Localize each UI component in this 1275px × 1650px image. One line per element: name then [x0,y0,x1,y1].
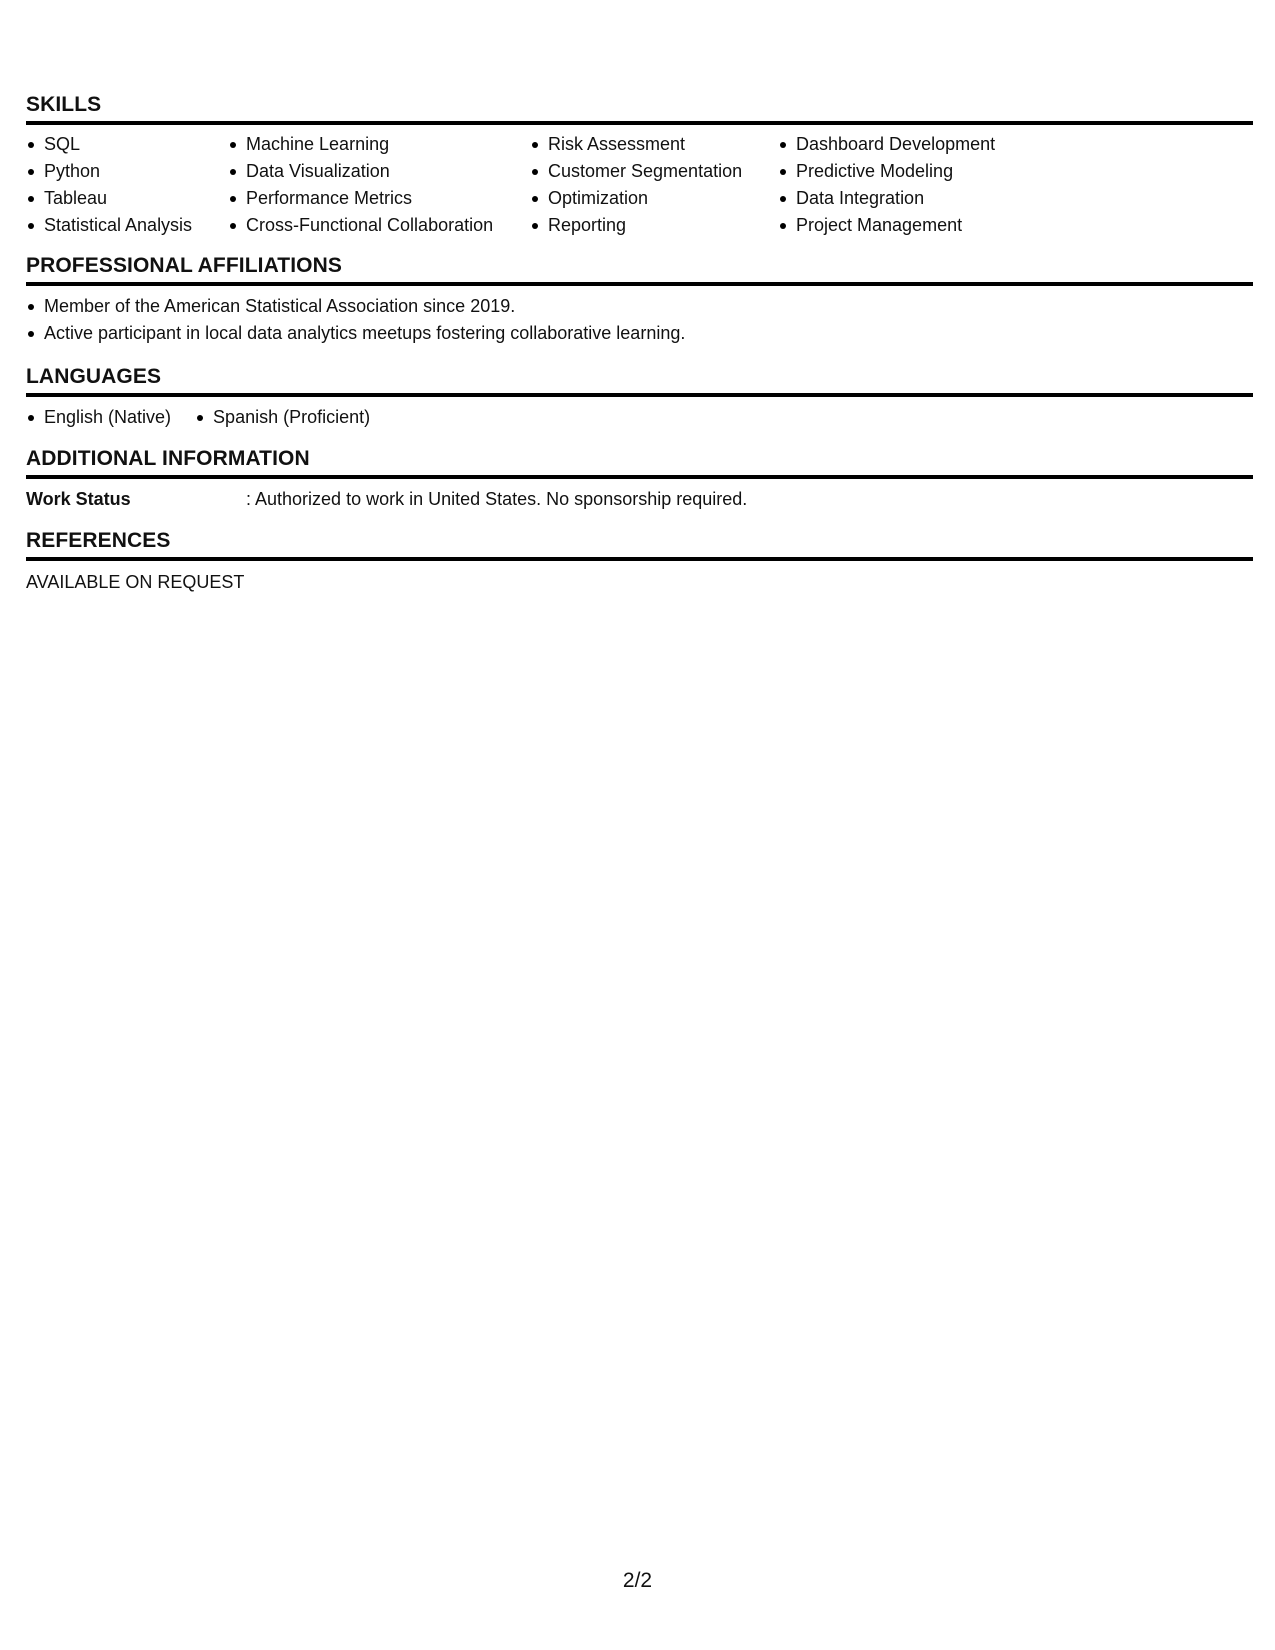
skill-item: Customer Segmentation [530,158,778,185]
additional-info-section [26,446,1253,512]
info-value: : Authorized to work in United States. No sponsorship required. [246,489,748,509]
skills-grid [26,131,1253,239]
affiliations-section [26,253,1253,347]
language-item: Spanish (Proficient) [195,404,370,431]
section-title-languages: LANGUAGES [26,364,1253,397]
resume-page [26,92,1253,595]
languages-list [26,404,1253,431]
skill-item: Machine Learning [228,131,530,158]
info-row-work-status [26,486,1253,512]
languages-section [26,364,1253,431]
section-title-skills: SKILLS [26,92,1253,125]
affiliations-list [26,293,1253,347]
skills-column-2 [228,131,530,239]
skill-item: Risk Assessment [530,131,778,158]
skills-column-3 [530,131,778,239]
skill-item: Optimization [530,185,778,212]
skill-item: Statistical Analysis [26,212,228,239]
skills-section [26,92,1253,239]
skill-item: Cross-Functional Collaboration [228,212,530,239]
skill-item: Data Visualization [228,158,530,185]
skill-item: Data Integration [778,185,1078,212]
skill-item: Python [26,158,228,185]
references-text: AVAILABLE ON REQUEST [26,572,245,592]
skill-item: Tableau [26,185,228,212]
skill-item: Project Management [778,212,1078,239]
skill-item: Reporting [530,212,778,239]
section-title-additional-info: ADDITIONAL INFORMATION [26,446,1253,479]
skill-item: Dashboard Development [778,131,1078,158]
skills-column-4 [778,131,1078,239]
affiliation-item: Member of the American Statistical Association since 2019. [26,293,1253,320]
skill-item: Performance Metrics [228,185,530,212]
info-label: Work Status [26,489,131,509]
section-title-references: REFERENCES [26,528,1253,561]
page-number: 2/2 [622,1569,653,1592]
language-item: English (Native) [26,404,171,431]
references-section [26,528,1253,595]
affiliation-item: Active participant in local data analytics meetups fostering collaborative learning. [26,320,1253,347]
section-title-affiliations: PROFESSIONAL AFFILIATIONS [26,253,1253,286]
skill-item: SQL [26,131,228,158]
skills-column-1 [26,131,228,239]
skill-item: Predictive Modeling [778,158,1078,185]
